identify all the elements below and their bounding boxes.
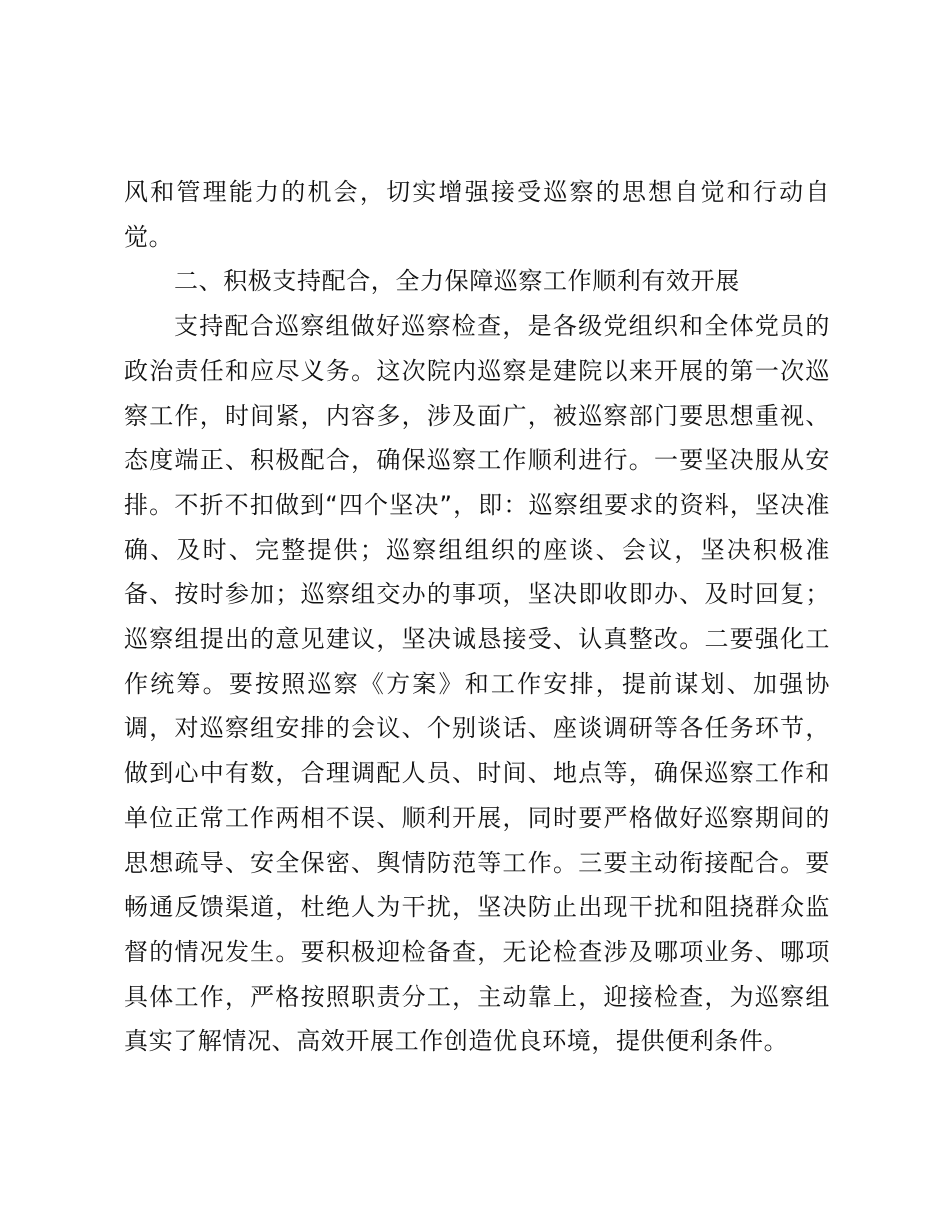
document-body bbox=[124, 170, 830, 1064]
paragraph-body: 支持配合巡察组做好巡察检查，是各级党组织和全体党员的政治责任和应尽义务。这次院内巡察是建院以来开展的第一次巡察工作，时间紧，内容多，涉及面广，被巡察部门要思想重视、态度端正、积极配合，确保巡察工作顺利进行。一要坚决服从安排。不折不扣做到“四个坚决”，即：巡察组要求的资料，坚决准确、及时、完整提供；巡察组组织的座谈、会议，坚决积极准备、按时参加；巡察组交办的事项，坚决即收即办、及时回复；巡察组提出的意见建议，坚决诚恳接受、认真整改。二要强化工作统筹。要按照巡察《方案》和工作安排，提前谋划、加强协调，对巡察组安排的会议、个别谈话、座谈调研等各任务环节，做到心中有数，合理调配人员、时间、地点等，确保巡察工作和单位正常工作两相不误、顺利开展，同时要严格做好巡察期间的思想疏导、安全保密、舆情防范等工作。三要主动衔接配合。要畅通反馈渠道，杜绝人为干扰，坚决防止出现干扰和阻挠群众监督的情况发生。要积极迎检备查，无论检查涉及哪项业务、哪项具体工作，严格按照职责分工，主动靠上，迎接检查，为巡察组真实了解情况、高效开展工作创造优良环境，提供便利条件。 bbox=[124, 312, 830, 1056]
paragraph-continuation: 风和管理能力的机会，切实增强接受巡察的思想自觉和行动自觉。 bbox=[124, 178, 830, 251]
section-heading: 二、积极支持配合，全力保障巡察工作顺利有效开展 bbox=[174, 267, 740, 296]
